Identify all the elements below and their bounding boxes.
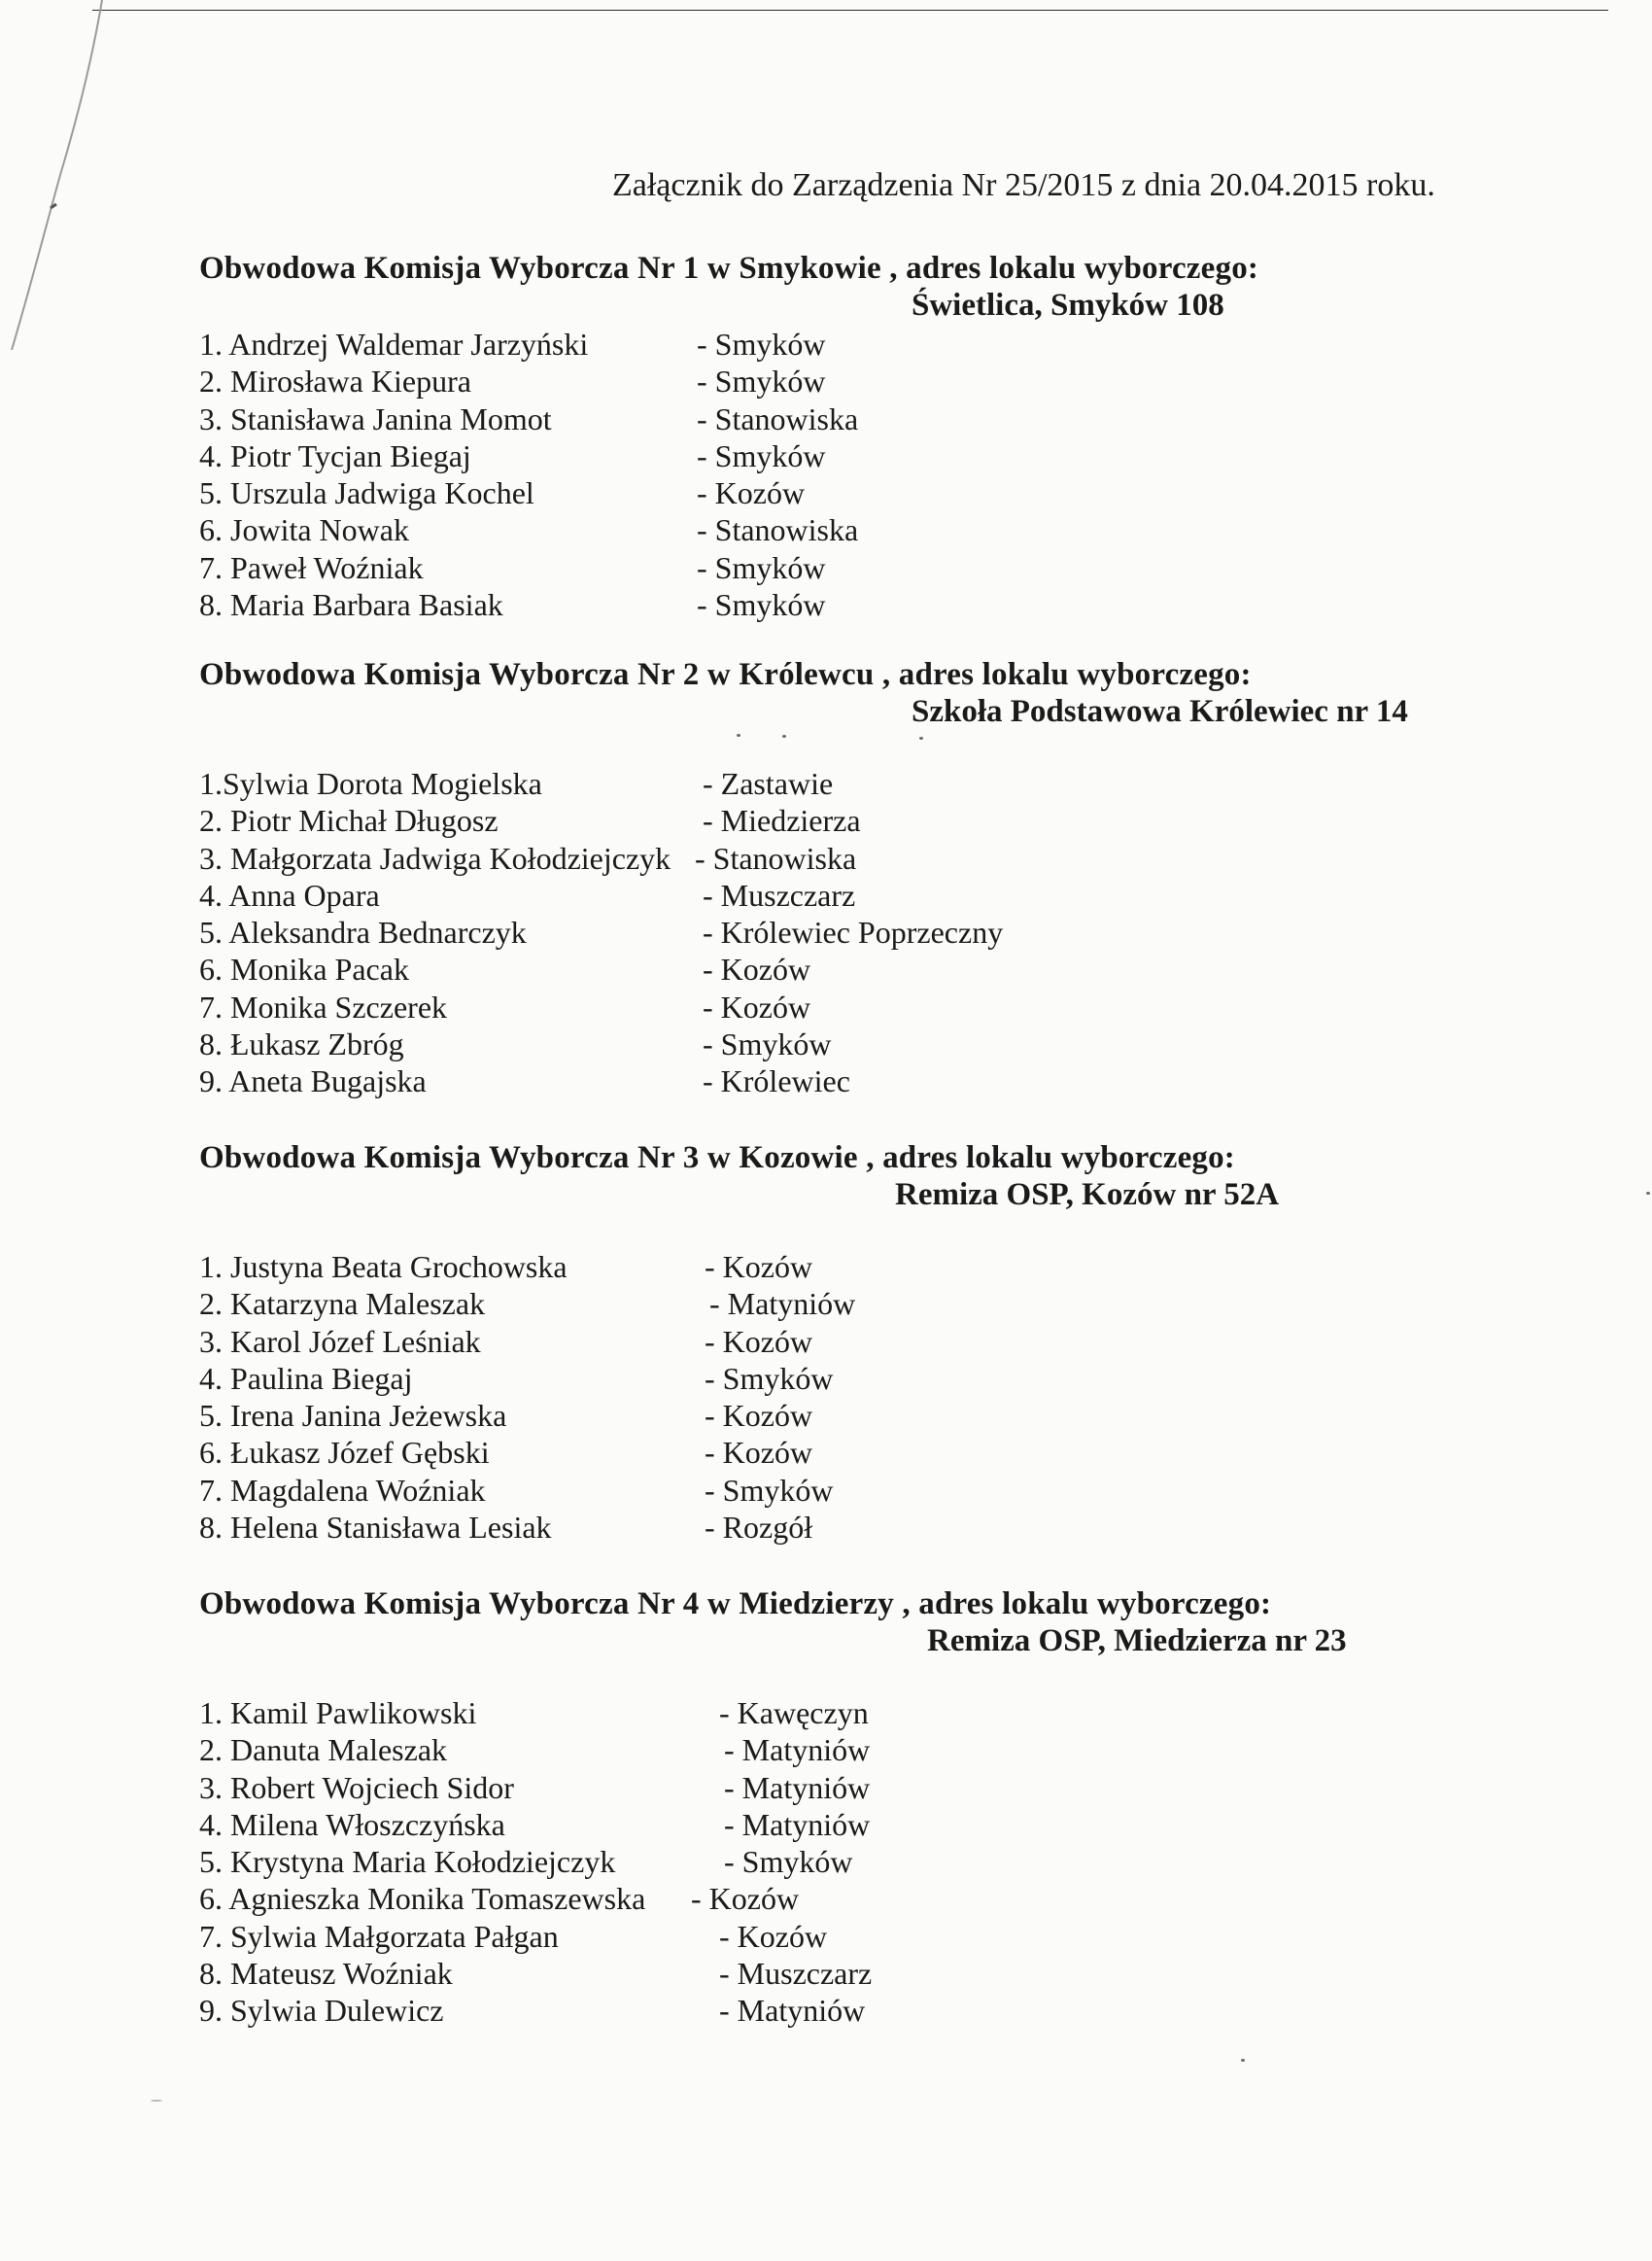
commission-section-4 (199, 1586, 1482, 2029)
member-name: 5. Urszula Jadwiga Kochel (199, 475, 534, 511)
section-title: Obwodowa Komisja Wyborcza Nr 1 w Smykowie , adres lokalu wyborczego: (199, 251, 1259, 286)
member-place: - Matyniów (724, 1806, 871, 1842)
member-name: 4. Piotr Tycjan Biegaj (199, 437, 471, 473)
member-place: - Kozów (719, 1918, 828, 1954)
member-place: - Smyków (697, 437, 826, 473)
member-place: - Smyków (697, 587, 826, 623)
scan-speck (1241, 2059, 1245, 2062)
scan-speck (919, 737, 923, 740)
section-address: Świetlica, Smyków 108 (912, 288, 1224, 323)
member-place: - Kozów (703, 989, 811, 1025)
member-place: - Kozów (703, 952, 811, 988)
member-place: - Matyniów (709, 1286, 856, 1322)
member-name: 8. Mateusz Woźniak (199, 1956, 453, 1992)
member-place: - Muszczarz (719, 1956, 873, 1992)
member-place: - Miedzierza (703, 803, 861, 839)
member-name: 2. Piotr Michał Długosz (199, 803, 499, 839)
document-header: Załącznik do Zarządzenia Nr 25/2015 z dnia 20.04.2015 roku. (612, 167, 1435, 203)
scan-speck (151, 2100, 162, 2102)
section-title: Obwodowa Komisja Wyborcza Nr 4 w Miedzierzy , adres lokalu wyborczego: (199, 1586, 1272, 1621)
member-place: - Matyniów (719, 1993, 866, 2029)
member-place: - Królewiec Poprzeczny (703, 915, 1004, 951)
member-name: 4. Anna Opara (199, 877, 380, 913)
member-place: - Muszczarz (703, 877, 856, 913)
member-name: 5. Aleksandra Bednarczyk (199, 915, 527, 951)
section-address: Szkoła Podstawowa Królewiec nr 14 (912, 694, 1408, 729)
member-name: 3. Robert Wojciech Sidor (199, 1769, 514, 1805)
scan-speck (782, 735, 786, 738)
member-name: 9. Aneta Bugajska (199, 1063, 427, 1099)
member-place: - Kozów (705, 1398, 813, 1434)
member-name: 6. Łukasz Józef Gębski (199, 1435, 490, 1471)
member-name: 6. Agnieszka Monika Tomaszewska (199, 1881, 646, 1917)
member-place: - Rozgół (705, 1510, 813, 1546)
member-name: 7. Sylwia Małgorzata Pałgan (199, 1918, 559, 1954)
member-name: 5. Krystyna Maria Kołodziejczyk (199, 1844, 616, 1880)
member-name: 7. Paweł Woźniak (199, 549, 424, 585)
member-place: - Matyniów (724, 1769, 871, 1805)
scan-speck (737, 734, 740, 737)
member-place: - Smyków (697, 327, 826, 362)
member-name: 1. Kamil Pawlikowski (199, 1695, 477, 1730)
member-place: - Kawęczyn (719, 1695, 869, 1730)
member-name: 5. Irena Janina Jeżewska (199, 1398, 507, 1434)
member-place: - Stanowiska (697, 400, 859, 436)
member-name: 3. Małgorzata Jadwiga Kołodziejczyk (199, 840, 671, 876)
commission-section-1 (199, 251, 1482, 623)
member-place: - Kozów (691, 1881, 800, 1917)
scan-top-edge-line (92, 10, 1608, 11)
member-name: 2. Danuta Maleszak (199, 1732, 448, 1768)
member-name: 3. Stanisława Janina Momot (199, 400, 552, 436)
member-place: - Stanowiska (695, 840, 857, 876)
section-title: Obwodowa Komisja Wyborcza Nr 3 w Kozowie , adres lokalu wyborczego: (199, 1140, 1235, 1175)
member-place: - Smyków (705, 1360, 834, 1396)
member-place: - Kozów (705, 1249, 813, 1284)
scan-left-edge-artifact (0, 0, 117, 486)
section-title: Obwodowa Komisja Wyborcza Nr 2 w Królewcu , adres lokalu wyborczego: (199, 657, 1252, 692)
member-name: 4. Milena Włoszczyńska (199, 1806, 505, 1842)
member-place: - Smyków (697, 549, 826, 585)
member-name: 2. Mirosława Kiepura (199, 364, 471, 400)
member-name: 4. Paulina Biegaj (199, 1360, 413, 1396)
member-name: 6. Monika Pacak (199, 952, 409, 988)
member-place: - Królewiec (703, 1063, 850, 1099)
member-name: 8. Helena Stanisława Lesiak (199, 1510, 552, 1546)
member-name: 7. Monika Szczerek (199, 989, 448, 1025)
member-name: 1. Andrzej Waldemar Jarzyński (199, 327, 589, 362)
member-name: 9. Sylwia Dulewicz (199, 1993, 444, 2029)
member-name: 1.Sylwia Dorota Mogielska (199, 766, 542, 801)
member-name: 8. Maria Barbara Basiak (199, 587, 503, 623)
member-place: - Smyków (697, 364, 826, 400)
member-place: - Kozów (705, 1435, 813, 1471)
section-address: Remiza OSP, Kozów nr 52A (895, 1177, 1280, 1212)
member-place: - Smyków (703, 1026, 832, 1062)
member-name: 2. Katarzyna Maleszak (199, 1286, 486, 1322)
member-name: 7. Magdalena Woźniak (199, 1472, 486, 1508)
commission-section-2 (199, 657, 1482, 1099)
member-name: 6. Jowita Nowak (199, 512, 409, 548)
member-place: - Smyków (705, 1472, 834, 1508)
member-place: - Kozów (697, 475, 806, 511)
member-place: - Smyków (724, 1844, 853, 1880)
member-place: - Stanowiska (697, 512, 859, 548)
member-name: 3. Karol Józef Leśniak (199, 1323, 481, 1359)
scan-speck (1646, 1192, 1650, 1195)
member-place: - Matyniów (724, 1732, 871, 1768)
commission-section-3 (199, 1140, 1482, 1546)
member-name: 1. Justyna Beata Grochowska (199, 1249, 568, 1284)
member-place: - Zastawie (703, 766, 834, 801)
member-place: - Kozów (705, 1323, 813, 1359)
section-address: Remiza OSP, Miedzierza nr 23 (927, 1623, 1347, 1658)
member-name: 8. Łukasz Zbróg (199, 1026, 404, 1062)
